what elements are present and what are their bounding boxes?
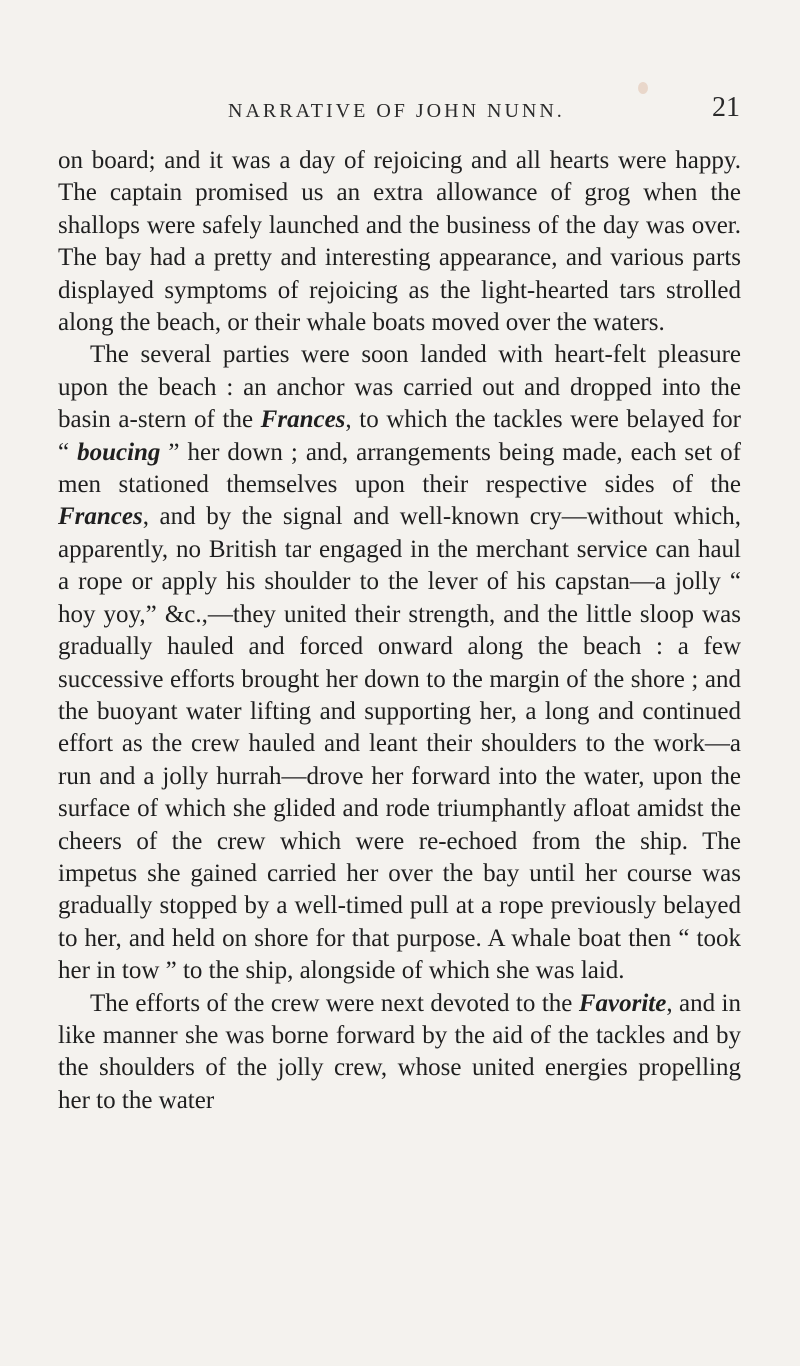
paragraph-3-text-a: The efforts of the crew were next devoted to the [90,989,579,1017]
ship-name-favorite: Favorite [578,989,667,1017]
paragraph-2 [58,339,741,987]
paragraph-3 [58,988,741,1118]
term-boucing: boucing [77,438,161,466]
paragraph-3-text-b: , and in like manner she was borne forward by the aid of the tackles and by the shoulders of the jolly crew, whose united energies propelling her to the water [58,989,741,1114]
ship-name-frances-2: Frances [58,503,143,531]
paragraph-2-text-c: ” her down ; and, arrangements being made, each set of men stationed themselves upon their respective sides of the [58,438,741,499]
running-head: NARRATIVE OF JOHN NUNN. [228,100,565,122]
ship-name-frances: Frances [260,406,346,434]
paragraph-1 [58,145,741,339]
ink-spot [638,82,648,94]
paragraph-1-text: on board; and it was a day of rejoicing and all hearts were happy. The captain promised us an extra allowance of grog when the shallops were safely launched and the business of the day was over. The bay had a pretty and interesting appearance, and various parts displayed symptoms of rejoicing as the light-hearted tars strolled along the beach, or their whale boats moved over the waters. [58,147,741,337]
body-text [58,145,741,1117]
paragraph-2-text-a: The several parties were soon landed with heart-felt pleasure upon the beach : an anchor was carried out and dropped into the basin a-stern of the [58,341,741,434]
page-number: 21 [712,92,740,123]
paragraph-2-text-d: , and by the signal and well-known cry—without which, apparently, no British tar engaged in the merchant service can haul a rope or apply his shoulder to the lever of his capstan—a jolly “ hoy yoy,” &c.,—they united their strength, and the little sloop was gradually hauled and forced onward along the beach : a few successive efforts brought her down to the margin of the shore ; and the buoyant water lifting and supporting her, a long and continued effort as the crew hauled and leant their shoulders to the work—a run and a jolly hurrah—drove her forward into the water, upon the surface of which she glided and rode triumphantly afloat amidst the cheers of the crew which were re-echoed from the ship. The impetus she gained carried her over the bay until her course was gradually stopped by a well-timed pull at a rope previously belayed to her, and held on shore for that purpose. A whale boat then “ took her in tow ” to the ship, alongside of which she was laid. [58,503,741,985]
paragraph-2-text-b: , to which the tackles were belayed for “ [58,406,742,466]
